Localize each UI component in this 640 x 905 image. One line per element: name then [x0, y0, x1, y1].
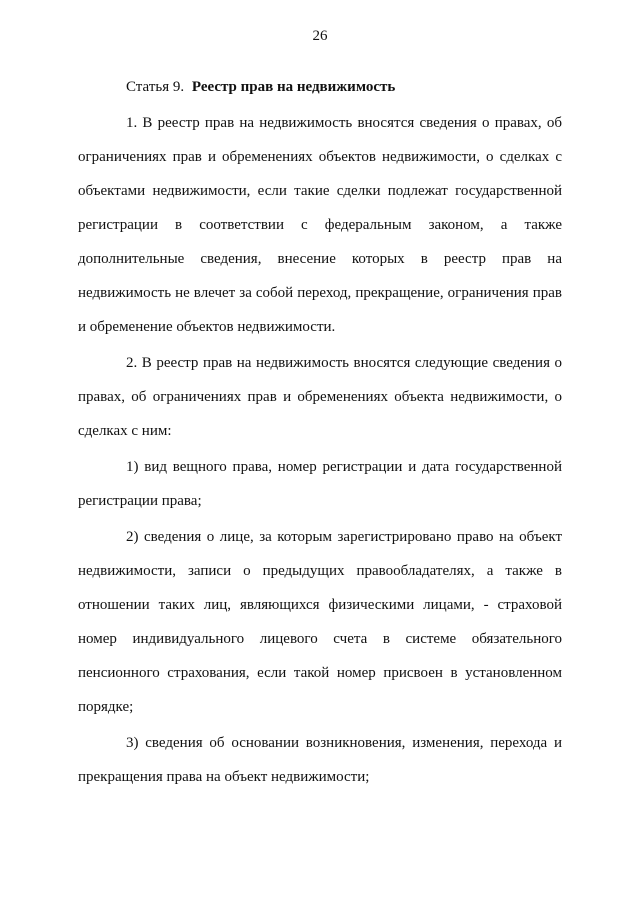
article-label: Статья 9.: [126, 79, 185, 95]
article-title: Реестр прав на недвижимость: [191, 79, 396, 95]
paragraph-1: 1. В реестр прав на недвижимость вносятся сведения о правах, об ограничениях прав и обременениях объектов недвижимости, о сделках с объектами недвижимости, если такие сделки подлежат государственной регистрации в соответствии с федеральным законом, а также дополнительные сведения, внесение которых в реестр прав на недвижимость не влечет за собой переход, прекращение, ограничения прав и обременение объектов недвижимости.: [78, 115, 562, 335]
page-number: 26: [312, 28, 328, 44]
paragraph-2: 2. В реестр прав на недвижимость вносятся следующие сведения о правах, об ограничениях прав и обременениях объекта недвижимости, о сделках с ним:: [78, 355, 562, 439]
document-body: [78, 70, 562, 794]
list-item-3: 3) сведения об основании возникновения, изменения, перехода и прекращения права на объект недвижимости;: [78, 735, 562, 785]
list-item-1: 1) вид вещного права, номер регистрации и дата государственной регистрации права;: [78, 459, 562, 509]
list-item-2: 2) сведения о лице, за которым зарегистрировано право на объект недвижимости, записи о предыдущих правообладателях, а также в отношении таких лиц, являющихся физическими лицами, - страховой номер индивидуального лицевого счета в системе обязательного пенсионного страхования, если такой номер присвоен в установленном порядке;: [78, 529, 562, 715]
article-heading: [78, 70, 562, 104]
